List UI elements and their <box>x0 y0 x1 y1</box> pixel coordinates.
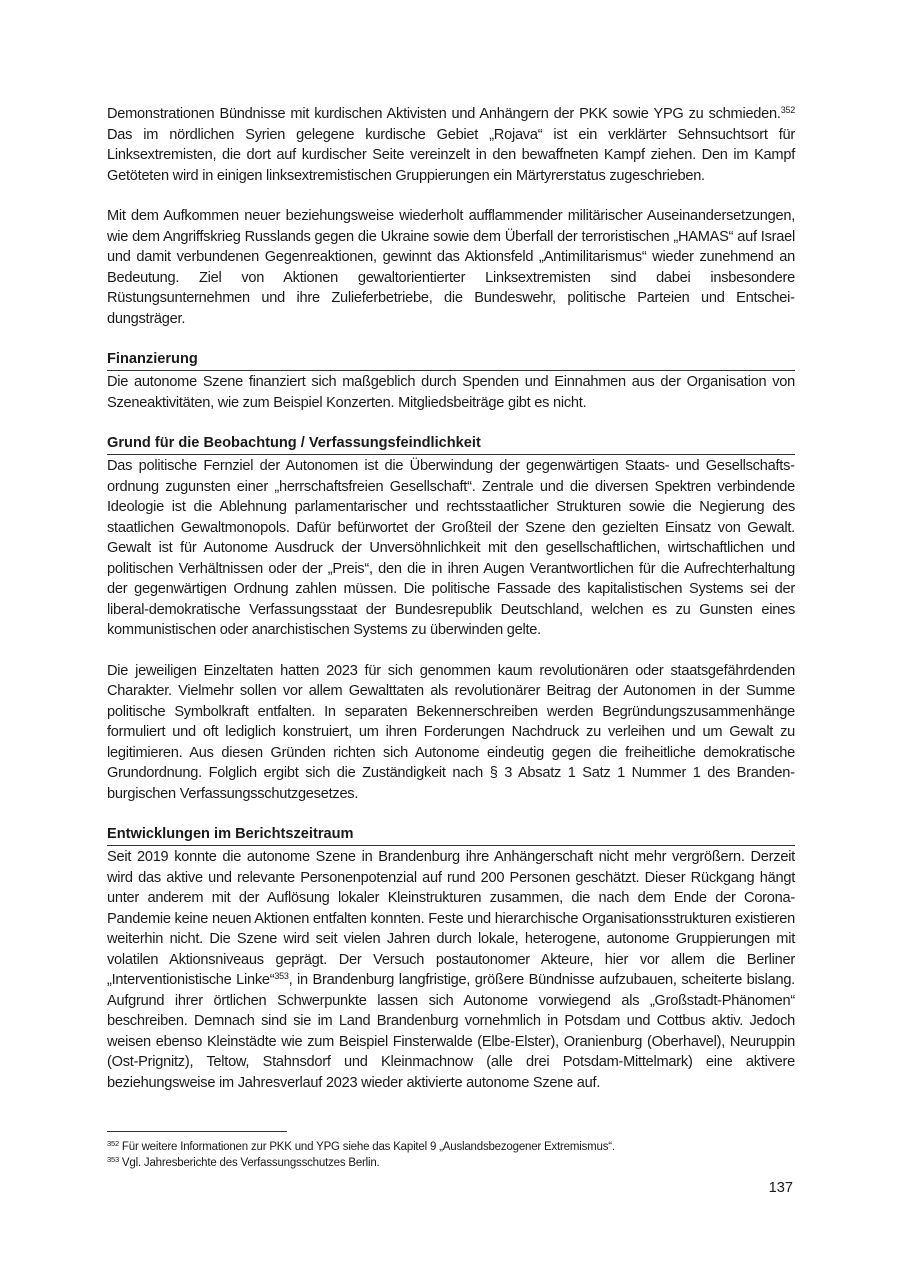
footnote-352 <box>107 1139 795 1155</box>
heading-reason-for-observation: Grund für die Beobachtung / Verfassungsfeindlichkeit <box>107 433 795 455</box>
paragraph-text: Das im nördlichen Syrien gelegene kurdische Gebiet „Rojava“ ist ein verklärter Sehnsuchtsort für Linksextremisten, die dort auf kurdischer Seite vereinzelt in den bewaffneten Kampf ziehen. Den im Kampf Getöteten wird in einigen linksextremistischen Gruppierungen ein Märtyrerstatus zugeschrieben. <box>107 126 795 184</box>
paragraph-text: , in Brandenburg langfristige, größere Bündnisse aufzubauen, scheiterte bislang. Aufgrund ihrer örtlichen Schwerpunkte lassen sich Autonome vorwiegend als „Großstadt-Phänomen“ beschreiben. Demnach sind sie im Land Brandenburg vornehmlich in Potsdam und Cottbus aktiv. Jedoch weisen ebenso Kleinstädte wie zum Beispiel Finsterwalde (Elbe-Elster), Oranienburg (Oberhavel), Neuruppin (Ost-Prignitz), Teltow, Stahnsdorf und Kleinmachnow (alle drei Potsdam-Mittelmark) eine aktivere beziehungsweise im Jahresverlauf 2023 wieder aktivierte autonome Szene auf. <box>107 972 795 1091</box>
paragraph-text: Seit 2019 konnte die autonome Szene in Brandenburg ihre Anhängerschaft nicht mehr vergrößern. Derzeit wird das aktive und relevante Personenpotenzial auf rund 200 Personen geschätzt. Dieser Rückgang hängt unter anderem mit der Auflösung lokaler Kleinstrukturen zusammen, die nach dem Ende der Corona-Pandemie keine neuen Aktionen entfalten konnten. Feste und hierarchische Organisationsstrukturen existieren weiterhin nicht. Die Szene wird seit vielen Jahren durch lokale, heterogene, autonome Gruppierungen mit volatilen Aktionsniveaus geprägt. Der Versuch postautonomer Akteure, hier vor allem die Berliner „Interventionistische Linke“ <box>107 849 795 988</box>
paragraph-kurdish-alliances <box>107 104 795 186</box>
page-number: 137 <box>768 1180 793 1196</box>
paragraph-developments <box>107 847 795 1093</box>
heading-developments: Entwicklungen im Berichtszeitraum <box>107 824 795 846</box>
footnote-number: 352 <box>107 1139 119 1148</box>
footnote-text: Für weitere Informationen zur PKK und YPG siehe das Kapitel 9 „Auslandsbezogener Extremismus“. <box>121 1141 615 1153</box>
footnotes <box>107 1139 795 1171</box>
footnote-number: 353 <box>107 1155 119 1164</box>
page-body <box>107 104 795 1113</box>
paragraph-financing: Die autonome Szene finanziert sich maßgeblich durch Spenden und Einnahmen aus der Organisation von Szeneaktivitäten, wie zum Beispiel Konzerten. Mitgliedsbeiträge gibt es nicht. <box>107 374 795 411</box>
heading-financing: Finanzierung <box>107 349 795 371</box>
footnote-ref-352[interactable]: 352 <box>780 105 795 115</box>
paragraph-antimilitarism: Mit dem Aufkommen neuer beziehungsweise wiederholt aufflammender militärischer Auseinandersetzungen, wie dem Angriffskrieg Russlands gegen die Ukraine sowie dem Überfall der terroristischen „HAMAS“ auf Israel und damit verbundenen Gegenreaktionen, gewinnt das Aktionsfeld „Antimilitarismus“ wieder zunehmend an Bedeutung. Ziel von Aktionen gewaltorientierter Linksextremisten sind dabei insbesondere Rüstungsunternehmen und ihre Zulieferbetriebe, die Bundeswehr, politische Parteien und Entscheidungsträger. <box>107 208 795 327</box>
footnote-text: Vgl. Jahresberichte des Verfassungsschutzes Berlin. <box>121 1157 380 1169</box>
footnote-ref-353[interactable]: 353 <box>274 971 289 981</box>
footnote-separator <box>107 1131 287 1132</box>
paragraph-political-goal: Das politische Fernziel der Autonomen ist die Überwindung der gegenwärtigen Staats- und Gesellschaftsordnung zugunsten einer „herrschaftsfreien Gesellschaft“. Zentrale und die diversen Spektren verbindende Ideologie ist die Ablehnung parlamentarischer und rechtsstaatlicher Strukturen sowie die Negierung des staatlichen Gewaltmonopols. Dafür befürwortet der Großteil der Szene den gezielten Einsatz von Gewalt. Gewalt ist für Autonome Ausdruck der Unversöhnlichkeit mit den gesellschaftlichen, wirtschaftlichen und politischen Verhältnissen oder der „Preis“, den die in ihren Augen Verantwortlichen für die Aufrechterhaltung der gegenwärtigen Ordnung zahlen müssen. Die politische Fassade des kapitalistischen Systems sei der liberal-demokratische Verfassungsstaat der Bundesrepublik Deutschland, welchen es zu Gunsten eines kommunistischen oder anarchistischen Systems zu überwinden gelte. <box>107 458 795 638</box>
paragraph-individual-acts: Die jeweiligen Einzeltaten hatten 2023 für sich genommen kaum revolutionären oder staatsgefährdenden Charakter. Vielmehr sollen vor allem Gewalttaten als revolutionärer Beitrag der Autonomen in der Summe politische Symbolkraft entfalten. In separaten Bekennerschreiben werden Begründungszusammenhänge formuliert und oft lediglich konstruiert, um ihren Forderungen Nachdruck zu verleihen und um Gewalt zu legitimieren. Aus diesen Gründen richten sich Autonome eindeutig gegen die freiheitliche demokratische Grundordnung. Folglich ergibt sich die Zuständigkeit nach § 3 Absatz 1 Satz 1 Nummer 1 des Brandenburgischen Verfassungsschutzgesetzes. <box>107 662 795 802</box>
footnote-353 <box>107 1155 795 1171</box>
paragraph-text: Demonstrationen Bündnisse mit kurdischen Aktivisten und Anhängern der PKK sowie YPG zu schmieden. <box>107 106 781 122</box>
